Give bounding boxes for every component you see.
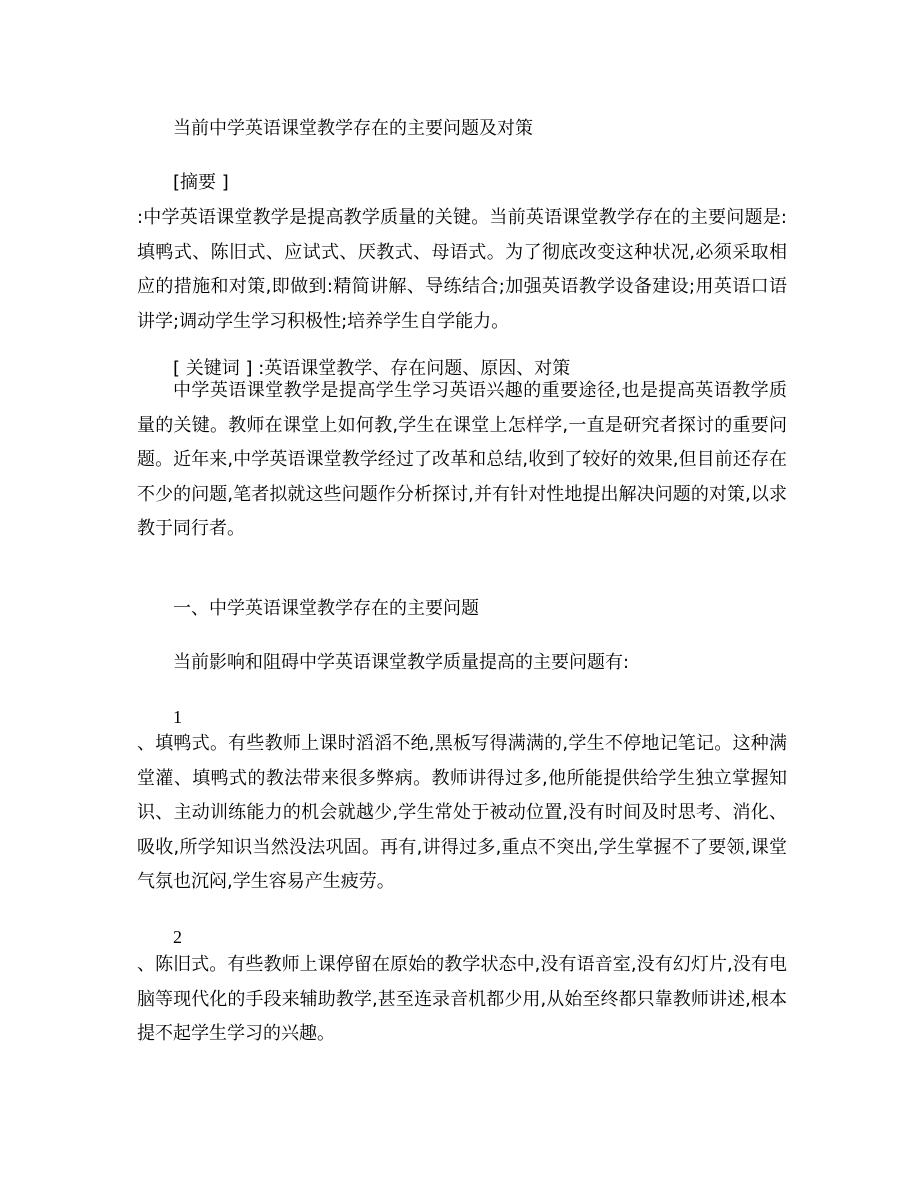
section1-intro: 当前影响和阻碍中学英语课堂教学质量提高的主要问题有: xyxy=(173,652,630,673)
keywords-line: [ 关键词 ] :英语课堂教学、存在问题、原因、对策 xyxy=(173,358,571,379)
item-1-number: 1 xyxy=(173,707,182,727)
intro-paragraph: 中学英语课堂教学是提高学生学习英语兴趣的重要途径,也是提高英语教学质量的关键。教师在课堂上如何教,学生在课堂上怎样学,一直是研究者探讨的重要问题。近年来,中学英语课堂教学经过了改革和总结,收到了较好的效果,但目前还存在不少的问题,笔者拟就这些问题作分析探讨,并有针对性地提出解决问题的对策,以求教于同行者。 xyxy=(137,380,787,539)
document-title: 当前中学英语课堂教学存在的主要问题及对策 xyxy=(173,118,533,139)
item-1-text: 、填鸭式。有些教师上课时滔滔不绝,黑板写得满满的,学生不停地记笔记。这种满堂灌、填鸭式的教法带来很多弊病。教师讲得过多,他所能提供给学生独立掌握知识、主动训练能力的机会就越少,学生常处于被动位置,没有时间及时思考、消化、吸收,所学知识当然没法巩固。再有,讲得过多,重点不突出,学生掌握不了要领,课堂气氛也沉闷,学生容易产生疲劳。 xyxy=(137,733,787,892)
section1-heading: 一、中学英语课堂教学存在的主要问题 xyxy=(173,598,479,619)
item-2-number: 2 xyxy=(173,927,182,947)
abstract-label: [摘要 ] xyxy=(173,172,229,193)
item-2-text: 、陈旧式。有些教师上课停留在原始的教学状态中,没有语音室,没有幻灯片,没有电脑等现代化的手段来辅助教学,甚至连录音机都少用,从始至终都只靠教师讲述,根本提不起学生学习的兴趣。 xyxy=(137,954,787,1044)
abstract-text: :中学英语课堂教学是提高教学质量的关键。当前英语课堂教学存在的主要问题是:填鸭式、陈旧式、应试式、厌教式、母语式。为了彻底改变这种状况,必须采取相应的措施和对策,即做到:精简讲解、导练结合;加强英语教学设备建设;用英语口语讲学;调动学生学习积极性;培养学生自学能力。 xyxy=(137,207,787,332)
